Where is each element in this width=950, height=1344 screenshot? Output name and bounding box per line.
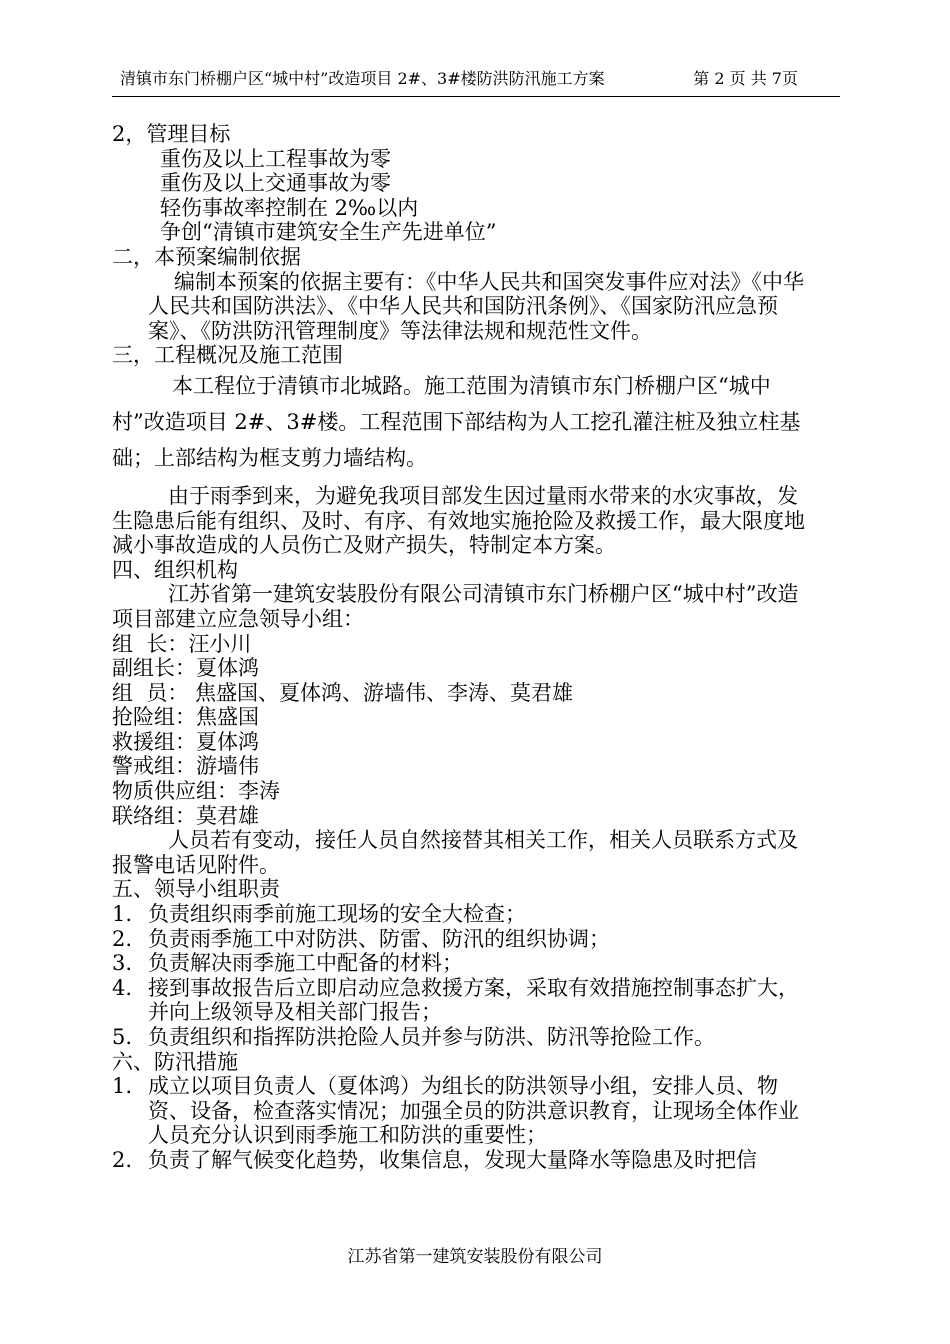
list-item: 轻伤事故率控制在 2‰以内 (160, 195, 419, 220)
list-text: 负责组织和指挥防洪抢险人员并参与防洪、防汛等抢险工作。 (148, 1025, 715, 1049)
list-text: 负责雨季施工中对防洪、防雷、防汛的组织协调； (148, 926, 610, 951)
section-heading: 六、防汛措施 (112, 1049, 238, 1074)
section-heading: 五、领导小组职责 (112, 877, 280, 902)
list-text: 负责组织雨季前施工现场的安全大检查； (148, 902, 526, 927)
paragraph: 由于雨季到来，为避免我项目部发生因过量雨水带来的水灾事故，发生隐患后能有组织、及时、有序、有效地实施抢险及救援工作，最大限度地减小事故造成的人员伤亡及财产损失，特制定本方案。 (112, 483, 805, 558)
list-number: 1. (112, 902, 133, 927)
list-item (112, 951, 812, 976)
section-heading: 2，管理目标 (112, 122, 231, 146)
list-item: 重伤及以上交通事故为零 (160, 171, 391, 196)
document-title: 清镇市东门桥棚户区“城中村”改造项目 2#、3#楼防洪防汛施工方案 (120, 69, 605, 88)
list-number: 1. (112, 1074, 133, 1099)
list-item (112, 1074, 812, 1148)
role-line: 救援组：夏体鸿 (112, 729, 259, 754)
list-number: 2. (112, 926, 133, 951)
list-number: 4. (112, 975, 133, 1000)
list-item (112, 1025, 812, 1050)
list-number: 3. (112, 951, 133, 976)
page-footer: 江苏省第一建筑安装股份有限公司 (347, 1247, 603, 1267)
role-line: 联络组：莫君雄 (112, 803, 259, 828)
list-number: 5. (112, 1025, 133, 1049)
role-line: 组 长：汪小川 (112, 631, 252, 656)
list-item: 重伤及以上工程事故为零 (160, 146, 391, 171)
list-item (112, 927, 812, 952)
list-text: 负责解决雨季施工中配备的材料； (148, 951, 463, 976)
role-line: 副组长：夏体鸿 (112, 656, 259, 681)
paragraph: 江苏省第一建筑安装股份有限公司清镇市东门桥棚户区“城中村”改造项目部建立应急领导小组： (112, 582, 799, 631)
role-line: 抢险组：焦盛国 (112, 705, 259, 730)
list-item (112, 1148, 812, 1173)
paragraph: 人员若有变动，接任人员自然接替其相关工作，相关人员联系方式及报警电话见附件。 (112, 828, 798, 877)
list-text: 负责了解气候变化趋势，收集信息，发现大量降水等隐患及时把信 (148, 1147, 757, 1172)
page-header (112, 62, 840, 97)
list-item: 争创“清镇市建筑安全生产先进单位” (160, 220, 497, 245)
list-number: 2. (112, 1147, 133, 1172)
list-item (112, 976, 812, 1025)
section-heading: 三，工程概况及施工范围 (112, 343, 343, 368)
section-heading: 二，本预案编制依据 (112, 244, 301, 269)
role-line: 物质供应组：李涛 (112, 779, 280, 804)
list-text: 成立以项目负责人（夏体鸿）为组长的防洪领导小组，安排人员、物资、设备，检查落实情况；加强全员的防洪意识教育，让现场全体作业人员充分认识到雨季施工和防洪的重要性； (148, 1074, 799, 1148)
paragraph: 本工程位于清镇市北城路。施工范围为清镇市东门桥棚户区“城中村”改造项目 2#、3#楼。工程范围下部结构为人工挖孔灌注桩及独立柱基础；上部结构为框支剪力墙结构。 (112, 373, 801, 470)
section-heading: 四、组织机构 (112, 557, 238, 582)
list-item (112, 902, 812, 927)
list-text: 接到事故报告后立即启动应急救援方案，采取有效措施控制事态扩大，并向上级领导及相关部门报告； (148, 975, 799, 1025)
role-line: 组 员： 焦盛国、夏体鸿、游墙伟、李涛、莫君雄 (112, 680, 574, 705)
paragraph: 编制本预案的依据主要有：《中华人民共和国突发事件应对法》《中华人民共和国防洪法》、《中华人民共和国防汛条例》、《国家防汛应急预案》、《防洪防汛管理制度》等法律法规和规范性文件。 (148, 269, 804, 343)
document-body (112, 122, 812, 1173)
page-number: 第 2 页 共 7页 (693, 69, 798, 88)
role-line: 警戒组：游墙伟 (112, 754, 259, 779)
